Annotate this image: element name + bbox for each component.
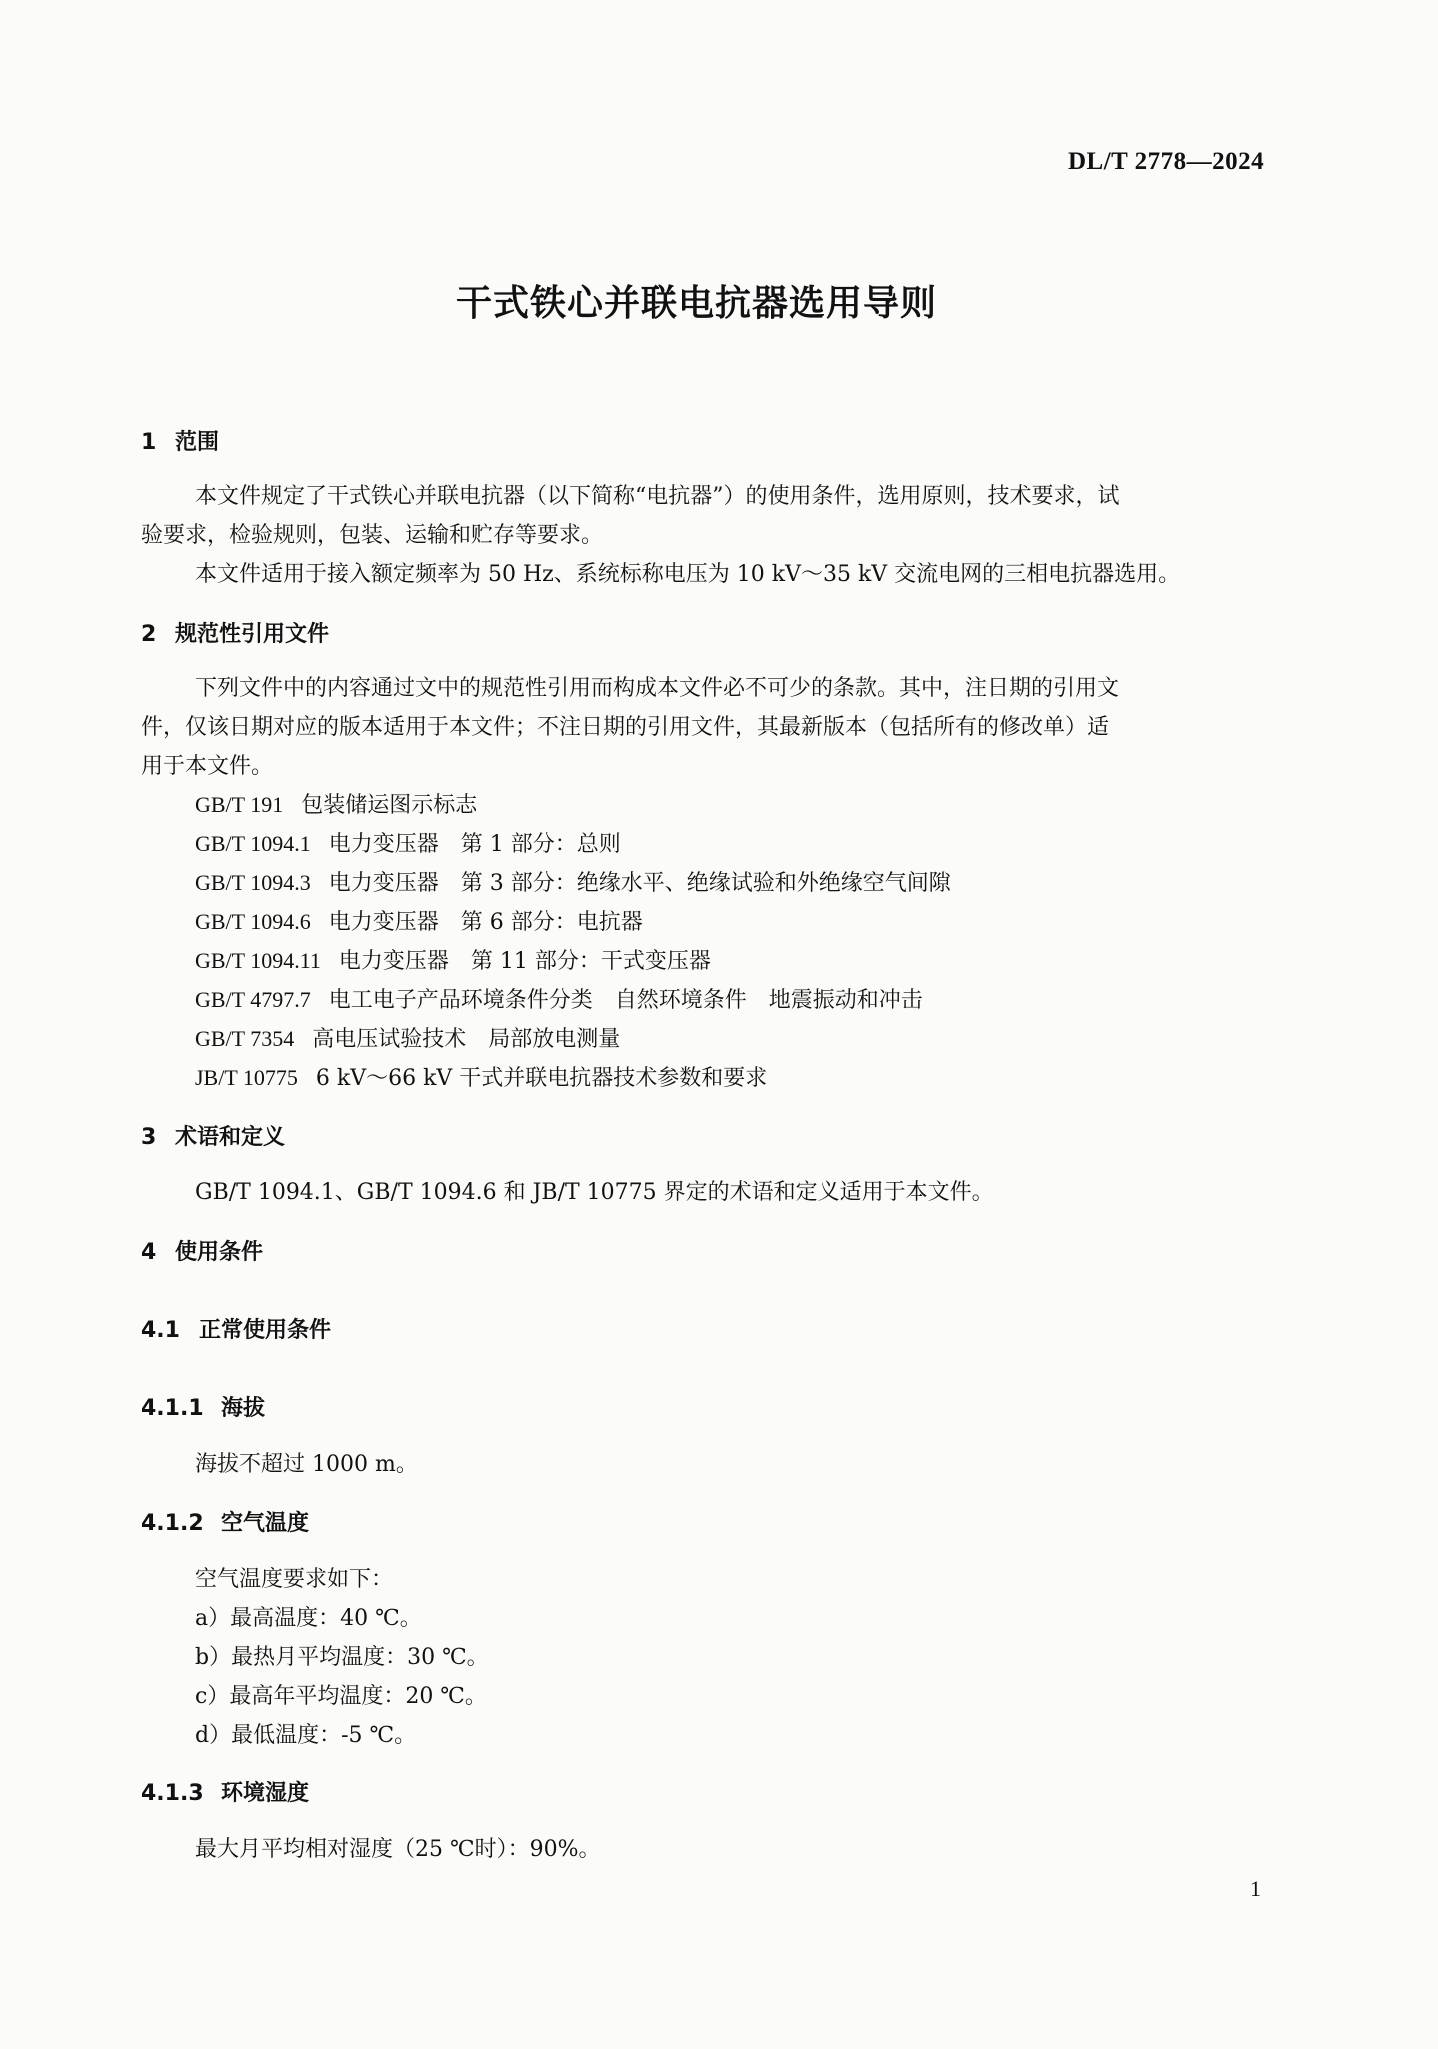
section-title: 使用条件 <box>175 1240 264 1265</box>
subsection-4-1-1-heading <box>141 1391 265 1422</box>
reference-code: GB/T 191 <box>195 792 284 817</box>
list-item: b）最热月平均温度：30 ℃。 <box>195 1645 489 1670</box>
sec1-paragraph-1-line-2: 验要求，检验规则，包装、运输和贮存等要求。 <box>141 523 604 548</box>
reference-item <box>195 983 923 1014</box>
reference-code: GB/T 1094.6 <box>195 909 311 934</box>
subsection-4-1-heading <box>141 1313 331 1344</box>
reference-item <box>195 866 951 897</box>
document-title: 干式铁心并联电抗器选用导则 <box>456 283 938 324</box>
section-2-heading <box>141 617 329 648</box>
temperature-intro: 空气温度要求如下： <box>195 1567 394 1592</box>
reference-code: JB/T 10775 <box>195 1065 298 1090</box>
reference-title: 电力变压器 第 11 部分：干式变压器 <box>338 949 711 974</box>
section-number: 4 <box>141 1240 157 1265</box>
section-title: 规范性引用文件 <box>175 622 330 647</box>
section-3-heading <box>141 1120 285 1151</box>
altitude-paragraph: 海拔不超过 1000 m。 <box>195 1452 418 1477</box>
subsection-number: 4.1 <box>141 1318 180 1343</box>
subsection-title: 空气温度 <box>221 1511 310 1536</box>
section-1-heading <box>141 425 219 456</box>
list-item: a）最高温度：40 ℃。 <box>195 1606 422 1631</box>
subsection-title: 正常使用条件 <box>199 1318 332 1343</box>
subsection-4-1-3-heading <box>141 1776 309 1807</box>
sec2-paragraph-line-3: 用于本文件。 <box>141 754 274 779</box>
section-number: 2 <box>141 622 157 647</box>
reference-title: 包装储运图示标志 <box>301 793 478 818</box>
page-number: 1 <box>1250 1876 1261 1901</box>
reference-title: 高电压试验技术 局部放电测量 <box>312 1027 621 1052</box>
reference-code: GB/T 1094.11 <box>195 948 321 973</box>
section-title: 范围 <box>175 430 220 455</box>
subsection-number: 4.1.1 <box>141 1396 204 1421</box>
section-number: 3 <box>141 1125 157 1150</box>
reference-title: 6 kV～66 kV 干式并联电抗器技术参数和要求 <box>315 1066 768 1091</box>
sec2-paragraph-line-2: 件，仅该日期对应的版本适用于本文件；不注日期的引用文件，其最新版本（包括所有的修改单）适 <box>141 715 1110 740</box>
reference-title: 电力变压器 第 6 部分：电抗器 <box>328 910 643 935</box>
subsection-4-1-2-heading <box>141 1506 309 1537</box>
list-item: c）最高年平均温度：20 ℃。 <box>195 1684 487 1709</box>
sec1-paragraph-2: 本文件适用于接入额定频率为 50 Hz、系统标称电压为 10 kV～35 kV 交流电网的三相电抗器选用。 <box>195 562 1181 587</box>
reference-code: GB/T 1094.3 <box>195 870 311 895</box>
section-number: 1 <box>141 430 157 455</box>
list-item: d）最低温度：-5 ℃。 <box>195 1723 417 1748</box>
reference-item <box>195 1061 767 1092</box>
sec1-paragraph-1-line-1: 本文件规定了干式铁心并联电抗器（以下简称“电抗器”）的使用条件，选用原则，技术要求，试 <box>195 484 1120 509</box>
document-code: DL/T 2778—2024 <box>1068 148 1265 175</box>
reference-item <box>195 788 477 819</box>
humidity-paragraph: 最大月平均相对湿度（25 ℃时）：90%。 <box>195 1837 601 1862</box>
reference-title: 电力变压器 第 1 部分：总则 <box>328 832 621 857</box>
reference-code: GB/T 7354 <box>195 1026 295 1051</box>
sec2-paragraph-line-1: 下列文件中的内容通过文中的规范性引用而构成本文件必不可少的条款。其中，注日期的引用文 <box>195 676 1120 701</box>
reference-code: GB/T 1094.1 <box>195 831 311 856</box>
reference-code: GB/T 4797.7 <box>195 987 311 1012</box>
section-title: 术语和定义 <box>175 1125 286 1150</box>
sec3-paragraph: GB/T 1094.1、GB/T 1094.6 和 JB/T 10775 界定的术语和定义适用于本文件。 <box>195 1180 994 1205</box>
reference-item <box>195 905 643 936</box>
subsection-number: 4.1.2 <box>141 1511 204 1536</box>
subsection-number: 4.1.3 <box>141 1781 204 1806</box>
section-4-heading <box>141 1235 263 1266</box>
reference-item <box>195 827 621 858</box>
reference-title: 电力变压器 第 3 部分：绝缘水平、绝缘试验和外绝缘空气间隙 <box>328 871 951 896</box>
subsection-title: 海拔 <box>221 1396 266 1421</box>
reference-title: 电工电子产品环境条件分类 自然环境条件 地震振动和冲击 <box>328 988 923 1013</box>
reference-item <box>195 944 711 975</box>
subsection-title: 环境湿度 <box>221 1781 310 1806</box>
reference-item <box>195 1022 620 1053</box>
